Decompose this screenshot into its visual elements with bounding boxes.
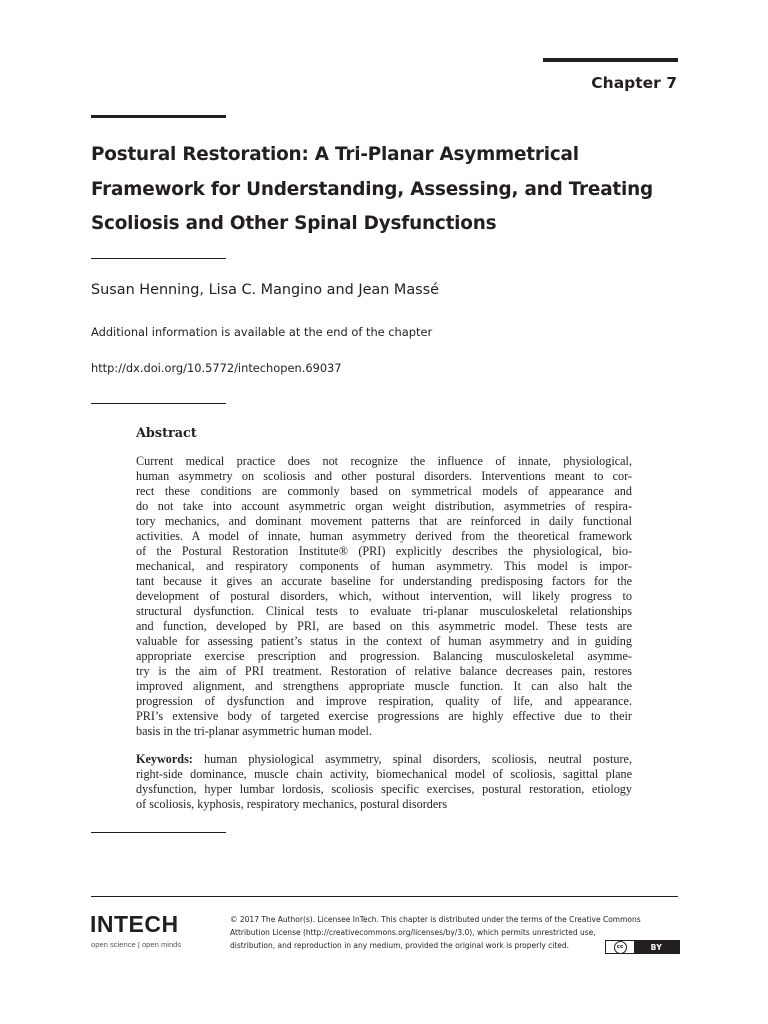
intech-logo-tagline: open science | open minds [91, 940, 182, 949]
abstract-line: activities. A model of innate, human asymmetry derived from the theoretical framework [136, 529, 632, 543]
cc-icon: cc [606, 941, 634, 953]
abstract-line: development of postural disorders, which, without intervention, will likely progress to [136, 589, 632, 603]
abstract-line: mechanical, and respiratory components of human asymmetry. This model is impor- [136, 559, 632, 573]
abstract-heading: Abstract [136, 426, 197, 441]
abstract-line: valuable for assessing patient’s status in the context of human asymmetry and in guiding [136, 634, 632, 648]
abstract-line: basis in the tri-planar asymmetric human model. [136, 724, 372, 738]
keywords-line: right-side dominance, muscle chain activity, biomechanical model of scoliosis, sagittal plane [136, 767, 632, 781]
keywords-line: dysfunction, hyper lumbar lordosis, scoliosis specific exercises, postural restoration, etiology [136, 782, 632, 796]
abstract-line: of the Postural Restoration Institute® (PRI) explicitly describes the physiological, bio- [136, 544, 632, 558]
abstract-line: appropriate exercise prescription and progression. Balancing musculoskeletal asymme- [136, 649, 632, 663]
title-line: Scoliosis and Other Spinal Dysfunctions [91, 213, 497, 234]
abstract-line: rect these conditions are commonly based on symmetrical models of appearance and [136, 484, 632, 498]
divider [91, 832, 226, 833]
abstract-line: Current medical practice does not recognize the influence of innate, physiological, [136, 454, 632, 468]
abstract-line: PRI’s extensive body of targeted exercise progressions are highly effective due to their [136, 709, 632, 723]
title-line: Postural Restoration: A Tri-Planar Asymmetrical [91, 144, 579, 165]
keywords-line [136, 752, 632, 767]
abstract-line: tant because it gives an accurate baseline for understanding predisposing factors for the [136, 574, 632, 588]
keywords-label: Keywords: [136, 752, 193, 766]
doi-link[interactable]: http://dx.doi.org/10.5772/intechopen.69037 [91, 361, 342, 375]
divider [91, 403, 226, 404]
footer-rule [91, 896, 678, 897]
abstract-line: progression of dysfunction and improve respiration, quality of life, and appearance. [136, 694, 632, 708]
keywords-text: human physiological asymmetry, spinal disorders, scoliosis, neutral posture, [192, 752, 632, 766]
abstract-body [136, 454, 632, 739]
abstract-line: tory mechanics, and dominant movement patterns that are reinforced in daily functional [136, 514, 632, 528]
authors: Susan Henning, Lisa C. Mangino and Jean Massé [91, 282, 440, 298]
cc-by-badge-icon[interactable] [605, 940, 680, 954]
license-line: distribution, and reproduction in any medium, provided the original work is properly cited. [230, 941, 570, 950]
abstract-line: and function, developed by PRI, are based on this asymmetric model. These tests are [136, 619, 632, 633]
chapter-label: Chapter 7 [591, 74, 677, 92]
abstract-line: human asymmetry on scoliosis and other postural disorders. Interventions meant to cor- [136, 469, 632, 483]
keywords-line: of scoliosis, kyphosis, respiratory mechanics, postural disorders [136, 797, 448, 811]
chapter-title [91, 138, 701, 242]
divider [91, 258, 226, 259]
by-label: BY [634, 941, 679, 953]
chapter-rule [543, 58, 678, 62]
abstract-line: structural dysfunction. Clinical tests to evaluate tri-planar musculoskeletal relationships [136, 604, 632, 618]
intech-logo: INTECH [90, 911, 179, 937]
abstract-line: improved alignment, and strengthens appropriate muscle function. It can also halt the [136, 679, 632, 693]
title-rule [91, 115, 226, 118]
license-line: Attribution License (http://creativecommons.org/licenses/by/3.0), which permits unrestricted use, [230, 928, 596, 937]
title-line: Framework for Understanding, Assessing, and Treating [91, 178, 653, 200]
additional-info: Additional information is available at the end of the chapter [91, 325, 433, 339]
keywords [136, 752, 632, 812]
abstract-line: do not take into account asymmetric organ weight distribution, asymmetries of respira- [136, 499, 632, 513]
abstract-line: try is the aim of PRI treatment. Restoration of relative balance decreases pain, restores [136, 664, 632, 678]
license-line: © 2017 The Author(s). Licensee InTech. This chapter is distributed under the terms of the Creative Commons [230, 915, 641, 924]
